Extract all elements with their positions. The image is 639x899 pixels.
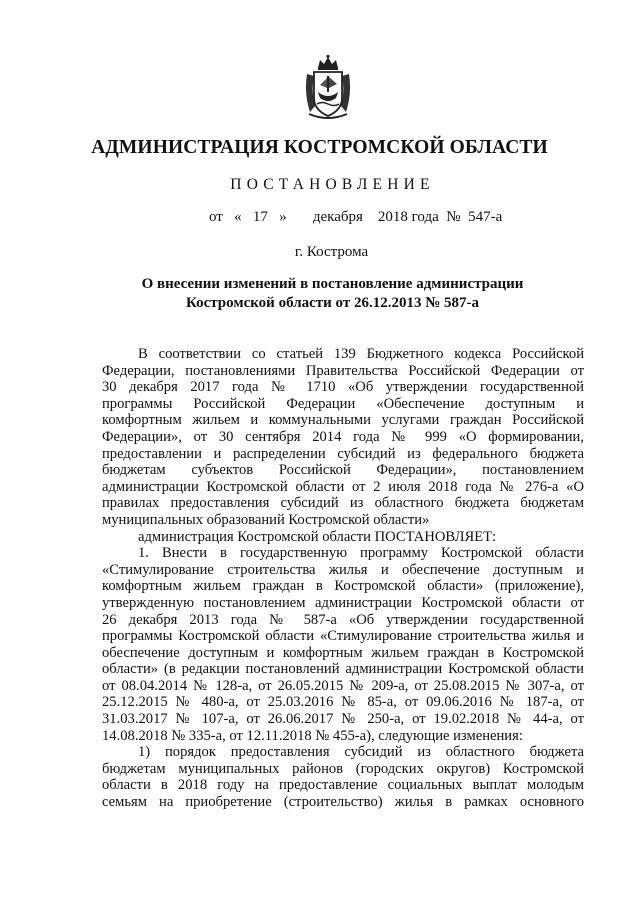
body-line: 26 декабря 2013 года № 587-а «Об утверждении государственной: [102, 611, 584, 628]
body-line: комфортным жильем граждан в Костромской области» (приложение),: [102, 578, 584, 595]
body-line: правилах предоставления субсидий из областного бюджета бюджетам: [102, 495, 584, 512]
document-type: ПОСТАНОВЛЕНИЕ: [230, 176, 435, 193]
date-day: 17: [252, 209, 268, 225]
body-line: области в 2018 году на предоставление социальных выплат молодым: [102, 777, 584, 794]
body-line: семьям на приобретение (строительство) жилья в рамках основного: [102, 794, 584, 811]
body-line: бюджетам субъектов Российской Федерации», постановлением: [102, 462, 584, 479]
decree-number: 547-а: [468, 209, 503, 225]
body-line: 1. Внести в государственную программу Костромской области: [138, 545, 584, 562]
body-line: области» (в редакции постановлений администрации Костромской области: [102, 661, 584, 678]
decree-body: [102, 346, 584, 811]
quote-close: »: [279, 209, 287, 225]
date-month: декабря: [312, 209, 363, 225]
kostroma-coat-of-arms-emblem: [301, 54, 355, 120]
subject-line: Костромской области от 26.12.2013 № 587-а: [185, 295, 480, 311]
body-line: программы Костромской области «Стимулирование строительства жилья и: [102, 628, 584, 645]
body-line: обеспечение доступным и комфортным жильем граждан в Костромской: [102, 644, 584, 661]
body-line: утвержденную постановлением администрации Костромской области от: [102, 594, 584, 611]
body-line: 25.12.2015 № 480-а, от 25.03.2016 № 85-а, от 09.06.2016 № 187-а, от: [102, 694, 584, 711]
body-line: 31.03.2017 № 107-а, от 26.06.2017 № 250-а, от 19.02.2018 № 44-а, от: [102, 711, 584, 728]
body-line: бюджетам муниципальных районов (городских округов) Костромской: [102, 760, 584, 777]
organization-title: АДМИНИСТРАЦИЯ КОСТРОМСКОЙ ОБЛАСТИ: [91, 137, 548, 158]
date-from: от: [209, 209, 223, 225]
body-line: программы Российской Федерации «Обеспечение доступным и: [102, 395, 584, 412]
number-sign: №: [446, 209, 461, 225]
decree-subject: [0, 275, 639, 313]
body-line: 14.08.2018 № 335-а, от 12.11.2018 № 455-а), следующие изменения:: [102, 727, 523, 744]
body-line: Федерации», от 30 сентября 2014 года № 999 «О формировании,: [102, 428, 584, 445]
body-line: администрация Костромской области ПОСТАНОВЛЯЕТ:: [138, 528, 497, 545]
body-line: 30 декабря 2017 года № 1710 «Об утверждении государственной: [102, 379, 584, 396]
decree-date-number: [209, 209, 502, 226]
body-line: 1) порядок предоставления субсидий из областного бюджета: [138, 744, 584, 761]
body-line: предоставлении и распределении субсидий из федерального бюджета: [102, 445, 584, 462]
body-line: Федерации, постановлениями Правительства Российской Федерации от: [102, 362, 584, 379]
date-year: 2018 года: [377, 209, 439, 225]
body-line: администрации Костромской области от 2 июля 2018 года № 276-а «О: [102, 478, 584, 495]
body-line: муниципальных образований Костромской области»: [102, 511, 430, 528]
body-line: комфортным жильем и коммунальными услугами граждан Российской: [102, 412, 584, 429]
subject-line: О внесении изменений в постановление администрации: [141, 276, 524, 292]
body-line: от 08.04.2014 № 128-а, от 26.05.2015 № 209-а, от 25.08.2015 № 307-а, от: [102, 677, 584, 694]
city-name: г. Кострома: [294, 244, 369, 260]
body-line: «Стимулирование строительства жилья и обеспечение доступным и: [102, 561, 584, 578]
body-line: В соответствии со статьей 139 Бюджетного кодекса Российской: [138, 346, 584, 362]
quote-open: «: [234, 209, 242, 225]
